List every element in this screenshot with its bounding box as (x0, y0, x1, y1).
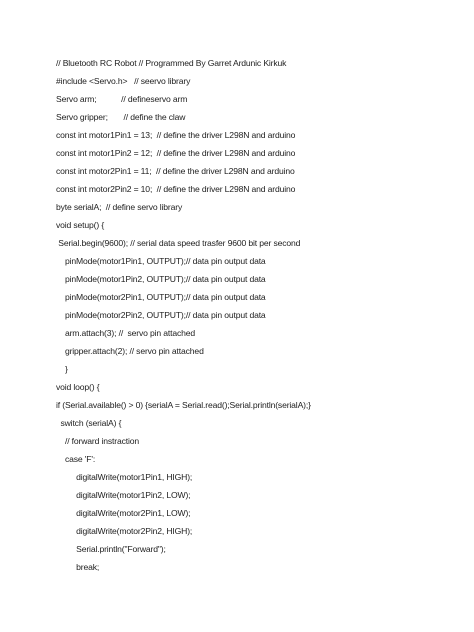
code-line-serial-available: if (Serial.available() > 0) {serialA = Serial.read();Serial.println(serialA);} (56, 400, 311, 410)
code-line-case-f: case 'F': (56, 454, 96, 464)
code-line-setup-open: void setup() { (56, 220, 105, 230)
code-line-loop-open: void loop() { (56, 382, 100, 392)
code-line-pinmode-3: pinMode(motor2Pin1, OUTPUT);// data pin output data (56, 292, 266, 302)
code-line-forward-comment: // forward instraction (56, 436, 140, 446)
code-line-arm-attach: arm.attach(3); // servo pin attached (56, 328, 196, 338)
code-line-pinmode-2: pinMode(motor1Pin2, OUTPUT);// data pin output data (56, 274, 266, 284)
code-line-servo-gripper: Servo gripper; // define the claw (56, 112, 186, 122)
code-line-pinmode-1: pinMode(motor1Pin1, OUTPUT);// data pin output data (56, 256, 266, 266)
code-line-break: break; (56, 562, 100, 572)
code-line-setup-close: } (56, 364, 68, 374)
code-line-serialA: byte serialA; // define servo library (56, 202, 183, 212)
code-line-pinmode-4: pinMode(motor2Pin2, OUTPUT);// data pin output data (56, 310, 266, 320)
code-line-motor1pin2: const int motor1Pin2 = 12; // define the driver L298N and arduino (56, 148, 296, 158)
code-line-serial-println: Serial.println("Forward"); (56, 544, 166, 554)
code-line-digitalwrite-3: digitalWrite(motor2Pin1, LOW); (56, 508, 191, 518)
code-line-gripper-attach: gripper.attach(2); // servo pin attached (56, 346, 204, 356)
code-line-digitalwrite-2: digitalWrite(motor1Pin2, LOW); (56, 490, 191, 500)
code-line-digitalwrite-1: digitalWrite(motor1Pin1, HIGH); (56, 472, 193, 482)
code-line-serial-begin: Serial.begin(9600); // serial data speed trasfer 9600 bit per second (56, 238, 301, 248)
code-line-include: #include <Servo.h> // seervo library (56, 76, 191, 86)
code-line-switch: switch (serialA) { (56, 418, 122, 428)
code-line-motor1pin1: const int motor1Pin1 = 13; // define the driver L298N and arduino (56, 130, 296, 140)
code-line-motor2pin2: const int motor2Pin2 = 10; // define the driver L298N and arduino (56, 184, 296, 194)
code-line-digitalwrite-4: digitalWrite(motor2Pin2, HIGH); (56, 526, 193, 536)
code-line-header-comment: // Bluetooth RC Robot // Programmed By Garret Ardunic Kirkuk (56, 58, 287, 68)
code-line-servo-arm: Servo arm; // defineservo arm (56, 94, 188, 104)
code-line-motor2pin1: const int motor2Pin1 = 11; // define the driver L298N and arduino (56, 166, 295, 176)
